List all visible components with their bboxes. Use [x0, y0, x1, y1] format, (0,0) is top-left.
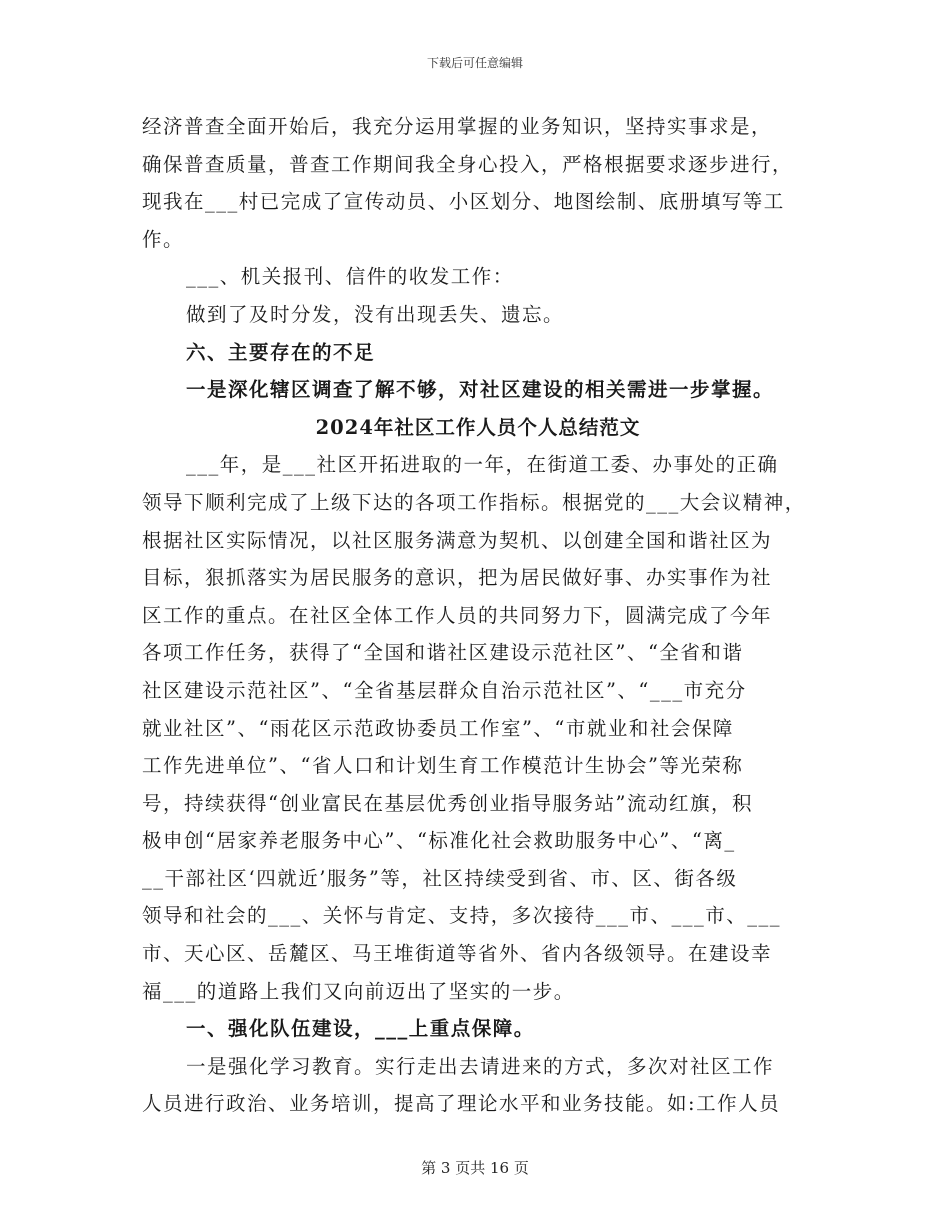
paragraph-line: __干部社区‘四就近’服务”等，社区持续受到省、市、区、街各级 [142, 866, 738, 890]
paragraph-line: 领导和社会的___、关怀与肯定、支持，多次接待___市、___市、___ [142, 904, 782, 928]
paragraph-line: 号，持续获得“创业富民在基层优秀创业指导服务站”流动红旗，积 [142, 791, 753, 815]
paragraph-line: 极申创“居家养老服务中心”、“标准化社会救助服务中心”、“离_ [142, 829, 736, 853]
paragraph-line: 工作先进单位”、“省人口和计划生育工作模范计生协会”等光荣称 [142, 754, 744, 778]
paragraph-line: 确保普查质量，普查工作期间我全身心投入，严格根据要求逐步进行， [142, 152, 794, 176]
paragraph-line: 现我在___村已完成了宣传动员、小区划分、地图绘制、底册填写等工 [142, 190, 785, 214]
paragraph-line: 根据社区实际情况，以社区服务满意为契机、以创建全国和谐社区为 [142, 528, 773, 552]
section-heading: 一、强化队伍建设，___上重点保障。 [186, 1017, 535, 1041]
paragraph-line: 市、天心区、岳麓区、马王堆街道等省外、省内各级领导。在建设幸 [142, 942, 773, 966]
section-heading: 一是深化辖区调查了解不够，对社区建设的相关需进一步掌握。 [186, 378, 775, 402]
paragraph-line: 各项工作任务，获得了“全国和谐社区建设示范社区”、“全省和谐 [142, 641, 744, 665]
paragraph-line: 目标，狠抓落实为居民服务的意识，把为居民做好事、办实事作为社 [142, 566, 773, 590]
paragraph-line: 经济普查全面开始后，我充分运用掌握的业务知识，坚持实事求是， [142, 115, 773, 138]
paragraph-line: ___、机关报刊、信件的收发工作： [186, 265, 514, 289]
paragraph-line: 做到了及时分发，没有出现丢失、遗忘。 [186, 302, 565, 326]
document-body [142, 108, 814, 1123]
paragraph-line: 区工作的重点。在社区全体工作人员的共同努力下，圆满完成了今年 [142, 603, 773, 627]
paragraph-line: 作。 [142, 227, 185, 251]
page-header: 下载后可任意编辑 [426, 56, 523, 70]
paragraph-line: 人员进行政治、业务培训，提高了理论水平和业务技能。如:工作人员 [142, 1092, 781, 1116]
paragraph-line: 社区建设示范社区”、“全省基层群众自治示范社区”、“___市充分 [142, 678, 747, 702]
paragraph-line: ___年，是___社区开拓进取的一年，在街道工委、办事处的正确 [186, 453, 779, 477]
paragraph-line: 就业社区”、“雨花区示范政协委员工作室”、“市就业和社会保障 [142, 716, 734, 740]
document-title: 2024年社区工作人员个人总结范文 [315, 415, 641, 439]
paragraph-line: 福___的道路上我们又向前迈出了坚实的一步。 [142, 979, 575, 1003]
section-heading: 六、主要存在的不足 [186, 340, 376, 364]
paragraph-line: 领导下顺利完成了上级下达的各项工作指标。根据党的___大会议精神， [142, 490, 806, 514]
page-footer: 第 3 页共 16 页 [421, 1159, 529, 1177]
paragraph-line: 一是强化学习教育。实行走出去请进来的方式，多次对社区工作 [186, 1054, 775, 1078]
